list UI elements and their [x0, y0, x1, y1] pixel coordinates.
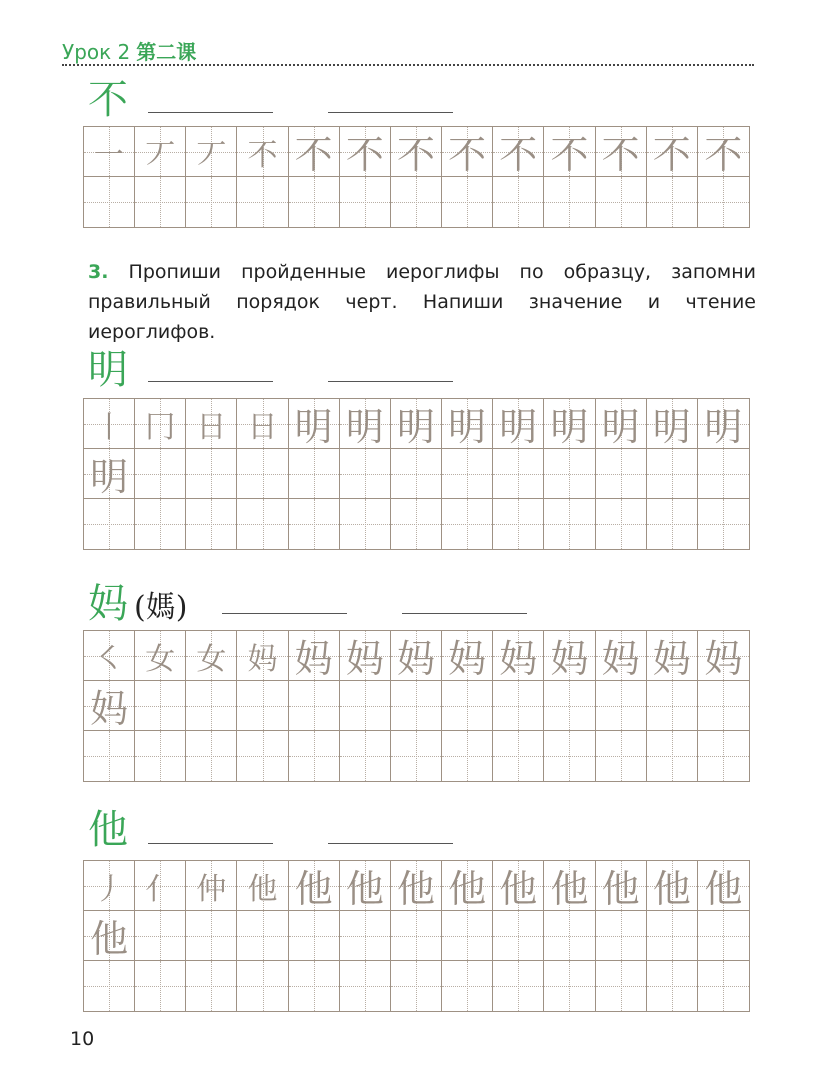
stroke-order-step: 他	[247, 871, 278, 907]
grid-cell[interactable]	[237, 127, 288, 177]
sample-character: 明	[90, 455, 129, 499]
heading-character: 明	[88, 347, 128, 393]
grid-cell[interactable]	[544, 177, 595, 227]
grid-cell[interactable]	[340, 911, 391, 961]
header-divider	[62, 64, 754, 66]
grid-cell[interactable]	[493, 731, 544, 781]
grid-cell[interactable]	[237, 177, 288, 227]
grid-cell[interactable]	[493, 861, 544, 911]
grid-cell[interactable]	[340, 961, 391, 1011]
grid-cell[interactable]	[237, 631, 288, 681]
lesson-title: Урок 2	[62, 40, 131, 64]
grid-cell[interactable]	[544, 861, 595, 911]
grid-cell[interactable]	[135, 681, 186, 731]
grid-cell[interactable]	[289, 861, 340, 911]
grid-cell[interactable]	[493, 911, 544, 961]
character-heading	[88, 78, 128, 122]
grid-cell[interactable]	[493, 631, 544, 681]
grid-cell[interactable]	[135, 499, 186, 549]
stroke-order-step: 明	[345, 405, 384, 449]
grid-cell[interactable]	[289, 731, 340, 781]
grid-cell[interactable]	[186, 911, 237, 961]
stroke-order-step: 丆	[196, 137, 227, 173]
grid-cell[interactable]	[493, 499, 544, 549]
grid-cell[interactable]	[391, 177, 442, 227]
grid-cell[interactable]	[647, 861, 698, 911]
grid-cell[interactable]	[237, 861, 288, 911]
stroke-order-step: 冂	[145, 409, 176, 445]
grid-cell[interactable]	[289, 961, 340, 1011]
grid-cell[interactable]	[647, 499, 698, 549]
grid-cell[interactable]	[391, 631, 442, 681]
stroke-order-step: 妈	[247, 641, 278, 677]
grid-cell[interactable]	[442, 499, 493, 549]
grid-cell[interactable]	[84, 399, 135, 449]
stroke-order-step: 不	[345, 133, 384, 177]
grid-cell[interactable]	[84, 731, 135, 781]
stroke-order-step: 他	[345, 867, 384, 911]
grid-cell[interactable]	[596, 681, 647, 731]
sample-character: 他	[90, 917, 129, 961]
grid-cell[interactable]	[442, 681, 493, 731]
grid-cell[interactable]	[340, 399, 391, 449]
writing-grid	[83, 860, 750, 1012]
grid-cell[interactable]	[340, 731, 391, 781]
stroke-order-step: 妈	[550, 637, 589, 681]
stroke-order-step: 明	[550, 405, 589, 449]
grid-cell[interactable]	[186, 499, 237, 549]
grid-cell[interactable]	[596, 449, 647, 499]
stroke-order-step: 仲	[196, 871, 227, 907]
stroke-order-step: 他	[448, 867, 487, 911]
grid-cell[interactable]	[647, 127, 698, 177]
stroke-order-step: 不	[499, 133, 538, 177]
grid-cell[interactable]	[237, 449, 288, 499]
grid-cell[interactable]	[237, 731, 288, 781]
stroke-order-step: ㇛	[94, 641, 125, 677]
grid-cell[interactable]	[186, 449, 237, 499]
grid-cell[interactable]	[186, 861, 237, 911]
grid-cell[interactable]	[596, 911, 647, 961]
grid-cell[interactable]	[391, 911, 442, 961]
meaning-blank[interactable]	[148, 112, 273, 113]
grid-cell[interactable]	[544, 631, 595, 681]
grid-cell[interactable]	[698, 681, 749, 731]
reading-blank[interactable]	[328, 843, 453, 844]
grid-cell[interactable]	[84, 499, 135, 549]
grid-cell[interactable]	[289, 681, 340, 731]
stroke-order-step: 不	[294, 133, 333, 177]
grid-cell[interactable]	[135, 399, 186, 449]
grid-cell[interactable]	[596, 961, 647, 1011]
reading-blank[interactable]	[328, 381, 453, 382]
stroke-order-step: 明	[396, 405, 435, 449]
grid-cell[interactable]	[596, 861, 647, 911]
grid-cell[interactable]	[391, 399, 442, 449]
writing-grid	[83, 630, 750, 782]
grid-cell[interactable]	[442, 399, 493, 449]
stroke-order-step: 明	[294, 405, 333, 449]
grid-cell[interactable]	[493, 399, 544, 449]
grid-cell[interactable]	[544, 449, 595, 499]
stroke-order-step: 不	[601, 133, 640, 177]
grid-cell[interactable]	[340, 449, 391, 499]
grid-cell[interactable]	[135, 911, 186, 961]
exercise-number: 3.	[88, 261, 109, 283]
grid-cell[interactable]	[647, 399, 698, 449]
grid-cell[interactable]	[186, 177, 237, 227]
stroke-order-step: 不	[247, 137, 278, 173]
stroke-order-step: 妈	[396, 637, 435, 681]
grid-cell[interactable]	[84, 861, 135, 911]
stroke-order-step: 丿	[94, 871, 125, 907]
grid-cell[interactable]	[289, 127, 340, 177]
grid-cell[interactable]	[698, 127, 749, 177]
heading-character: 不	[88, 77, 128, 123]
stroke-order-step: 妈	[499, 637, 538, 681]
grid-cell[interactable]	[84, 127, 135, 177]
grid-cell[interactable]	[135, 177, 186, 227]
grid-cell[interactable]	[442, 731, 493, 781]
grid-cell[interactable]	[442, 177, 493, 227]
stroke-order-step: 女	[196, 641, 227, 677]
grid-cell[interactable]	[186, 399, 237, 449]
grid-cell[interactable]	[135, 449, 186, 499]
stroke-order-step: 不	[448, 133, 487, 177]
grid-cell[interactable]	[84, 681, 135, 731]
grid-cell[interactable]	[186, 127, 237, 177]
grid-cell[interactable]	[237, 961, 288, 1011]
grid-cell[interactable]	[289, 399, 340, 449]
grid-cell[interactable]	[186, 961, 237, 1011]
grid-cell[interactable]	[442, 127, 493, 177]
grid-cell[interactable]	[698, 961, 749, 1011]
stroke-order-step: 女	[145, 641, 176, 677]
grid-cell[interactable]	[647, 177, 698, 227]
stroke-order-step: 他	[294, 867, 333, 911]
grid-cell[interactable]	[340, 861, 391, 911]
grid-cell[interactable]	[340, 631, 391, 681]
heading-character: 妈	[88, 581, 128, 627]
stroke-order-step: 明	[652, 405, 691, 449]
grid-cell[interactable]	[544, 127, 595, 177]
lesson-header	[62, 36, 196, 65]
character-heading	[88, 348, 128, 392]
grid-cell[interactable]	[442, 961, 493, 1011]
heading-character: 他	[88, 807, 128, 853]
stroke-order-step: 他	[652, 867, 691, 911]
grid-cell[interactable]	[647, 961, 698, 1011]
grid-cell[interactable]	[391, 499, 442, 549]
grid-cell[interactable]	[596, 631, 647, 681]
grid-cell[interactable]	[135, 631, 186, 681]
grid-cell[interactable]	[544, 499, 595, 549]
exercise-instruction	[88, 257, 756, 347]
character-heading	[88, 808, 128, 852]
grid-cell[interactable]	[544, 961, 595, 1011]
meaning-blank[interactable]	[222, 613, 347, 614]
page-number: 10	[70, 1028, 95, 1050]
grid-cell[interactable]	[340, 499, 391, 549]
stroke-order-step: 日	[247, 409, 278, 445]
grid-cell[interactable]	[391, 731, 442, 781]
stroke-order-step: 明	[601, 405, 640, 449]
grid-cell[interactable]	[340, 681, 391, 731]
grid-cell[interactable]	[647, 911, 698, 961]
grid-cell[interactable]	[237, 681, 288, 731]
grid-cell[interactable]	[647, 731, 698, 781]
grid-cell[interactable]	[493, 177, 544, 227]
grid-cell[interactable]	[544, 399, 595, 449]
grid-cell[interactable]	[84, 631, 135, 681]
stroke-order-step: 一	[94, 137, 125, 173]
stroke-order-step: 不	[550, 133, 589, 177]
grid-cell[interactable]	[340, 127, 391, 177]
stroke-order-step: 不	[652, 133, 691, 177]
grid-cell[interactable]	[289, 499, 340, 549]
stroke-order-step: 妈	[448, 637, 487, 681]
stroke-order-step: 日	[196, 409, 227, 445]
grid-cell[interactable]	[289, 911, 340, 961]
stroke-order-step: 明	[499, 405, 538, 449]
grid-cell[interactable]	[391, 681, 442, 731]
grid-cell[interactable]	[698, 861, 749, 911]
grid-cell[interactable]	[391, 861, 442, 911]
grid-cell[interactable]	[289, 631, 340, 681]
stroke-order-step: 明	[704, 405, 743, 449]
exercise-text: Пропиши пройденные иероглифы по образцу, запомни правильный порядок черт. Напиши значение и чтение иероглифов.	[88, 261, 756, 343]
grid-cell[interactable]	[84, 911, 135, 961]
grid-cell[interactable]	[544, 681, 595, 731]
grid-cell[interactable]	[596, 177, 647, 227]
grid-cell[interactable]	[237, 911, 288, 961]
grid-cell[interactable]	[596, 399, 647, 449]
grid-cell[interactable]	[442, 861, 493, 911]
lesson-title-cn: 第二课	[136, 40, 197, 64]
stroke-order-step: 丆	[145, 137, 176, 173]
grid-cell[interactable]	[698, 911, 749, 961]
stroke-order-step: 不	[396, 133, 435, 177]
stroke-order-step: 不	[704, 133, 743, 177]
grid-cell[interactable]	[135, 961, 186, 1011]
reading-blank[interactable]	[328, 112, 453, 113]
grid-cell[interactable]	[647, 681, 698, 731]
stroke-order-step: 他	[601, 867, 640, 911]
grid-cell[interactable]	[442, 449, 493, 499]
grid-cell[interactable]	[596, 499, 647, 549]
grid-cell[interactable]	[493, 449, 544, 499]
grid-cell[interactable]	[698, 449, 749, 499]
grid-cell[interactable]	[289, 177, 340, 227]
grid-cell[interactable]	[596, 731, 647, 781]
grid-cell[interactable]	[493, 681, 544, 731]
stroke-order-step: 妈	[652, 637, 691, 681]
stroke-order-step: 妈	[294, 637, 333, 681]
grid-cell[interactable]	[647, 631, 698, 681]
grid-cell[interactable]	[698, 177, 749, 227]
grid-cell[interactable]	[237, 499, 288, 549]
meaning-blank[interactable]	[148, 843, 273, 844]
sample-character: 妈	[90, 687, 129, 731]
writing-grid	[83, 126, 750, 228]
grid-cell[interactable]	[135, 861, 186, 911]
stroke-order-step: 他	[704, 867, 743, 911]
grid-cell[interactable]	[237, 399, 288, 449]
grid-cell[interactable]	[340, 177, 391, 227]
stroke-order-step: 亻	[145, 871, 176, 907]
grid-cell[interactable]	[698, 731, 749, 781]
grid-cell[interactable]	[186, 631, 237, 681]
grid-cell[interactable]	[135, 127, 186, 177]
grid-cell[interactable]	[493, 127, 544, 177]
stroke-order-step: 他	[396, 867, 435, 911]
meaning-blank[interactable]	[148, 381, 273, 382]
grid-cell[interactable]	[493, 961, 544, 1011]
grid-cell[interactable]	[84, 177, 135, 227]
stroke-order-step: 明	[448, 405, 487, 449]
grid-cell[interactable]	[391, 449, 442, 499]
grid-cell[interactable]	[186, 731, 237, 781]
grid-cell[interactable]	[442, 631, 493, 681]
stroke-order-step: 他	[499, 867, 538, 911]
grid-cell[interactable]	[698, 631, 749, 681]
writing-grid	[83, 398, 750, 550]
grid-cell[interactable]	[544, 731, 595, 781]
reading-blank[interactable]	[402, 613, 527, 614]
grid-cell[interactable]	[544, 911, 595, 961]
character-heading	[88, 582, 187, 630]
grid-cell[interactable]	[596, 127, 647, 177]
grid-cell[interactable]	[391, 961, 442, 1011]
grid-cell[interactable]	[84, 449, 135, 499]
grid-cell[interactable]	[391, 127, 442, 177]
stroke-order-step: 他	[550, 867, 589, 911]
grid-cell[interactable]	[698, 499, 749, 549]
grid-cell[interactable]	[84, 961, 135, 1011]
stroke-order-step: 妈	[345, 637, 384, 681]
traditional-form: (媽)	[134, 590, 188, 625]
stroke-order-step: 妈	[704, 637, 743, 681]
grid-cell[interactable]	[135, 731, 186, 781]
grid-cell[interactable]	[698, 399, 749, 449]
stroke-order-step: 妈	[601, 637, 640, 681]
grid-cell[interactable]	[186, 681, 237, 731]
grid-cell[interactable]	[442, 911, 493, 961]
grid-cell[interactable]	[289, 449, 340, 499]
stroke-order-step: 丨	[94, 409, 125, 445]
grid-cell[interactable]	[647, 449, 698, 499]
